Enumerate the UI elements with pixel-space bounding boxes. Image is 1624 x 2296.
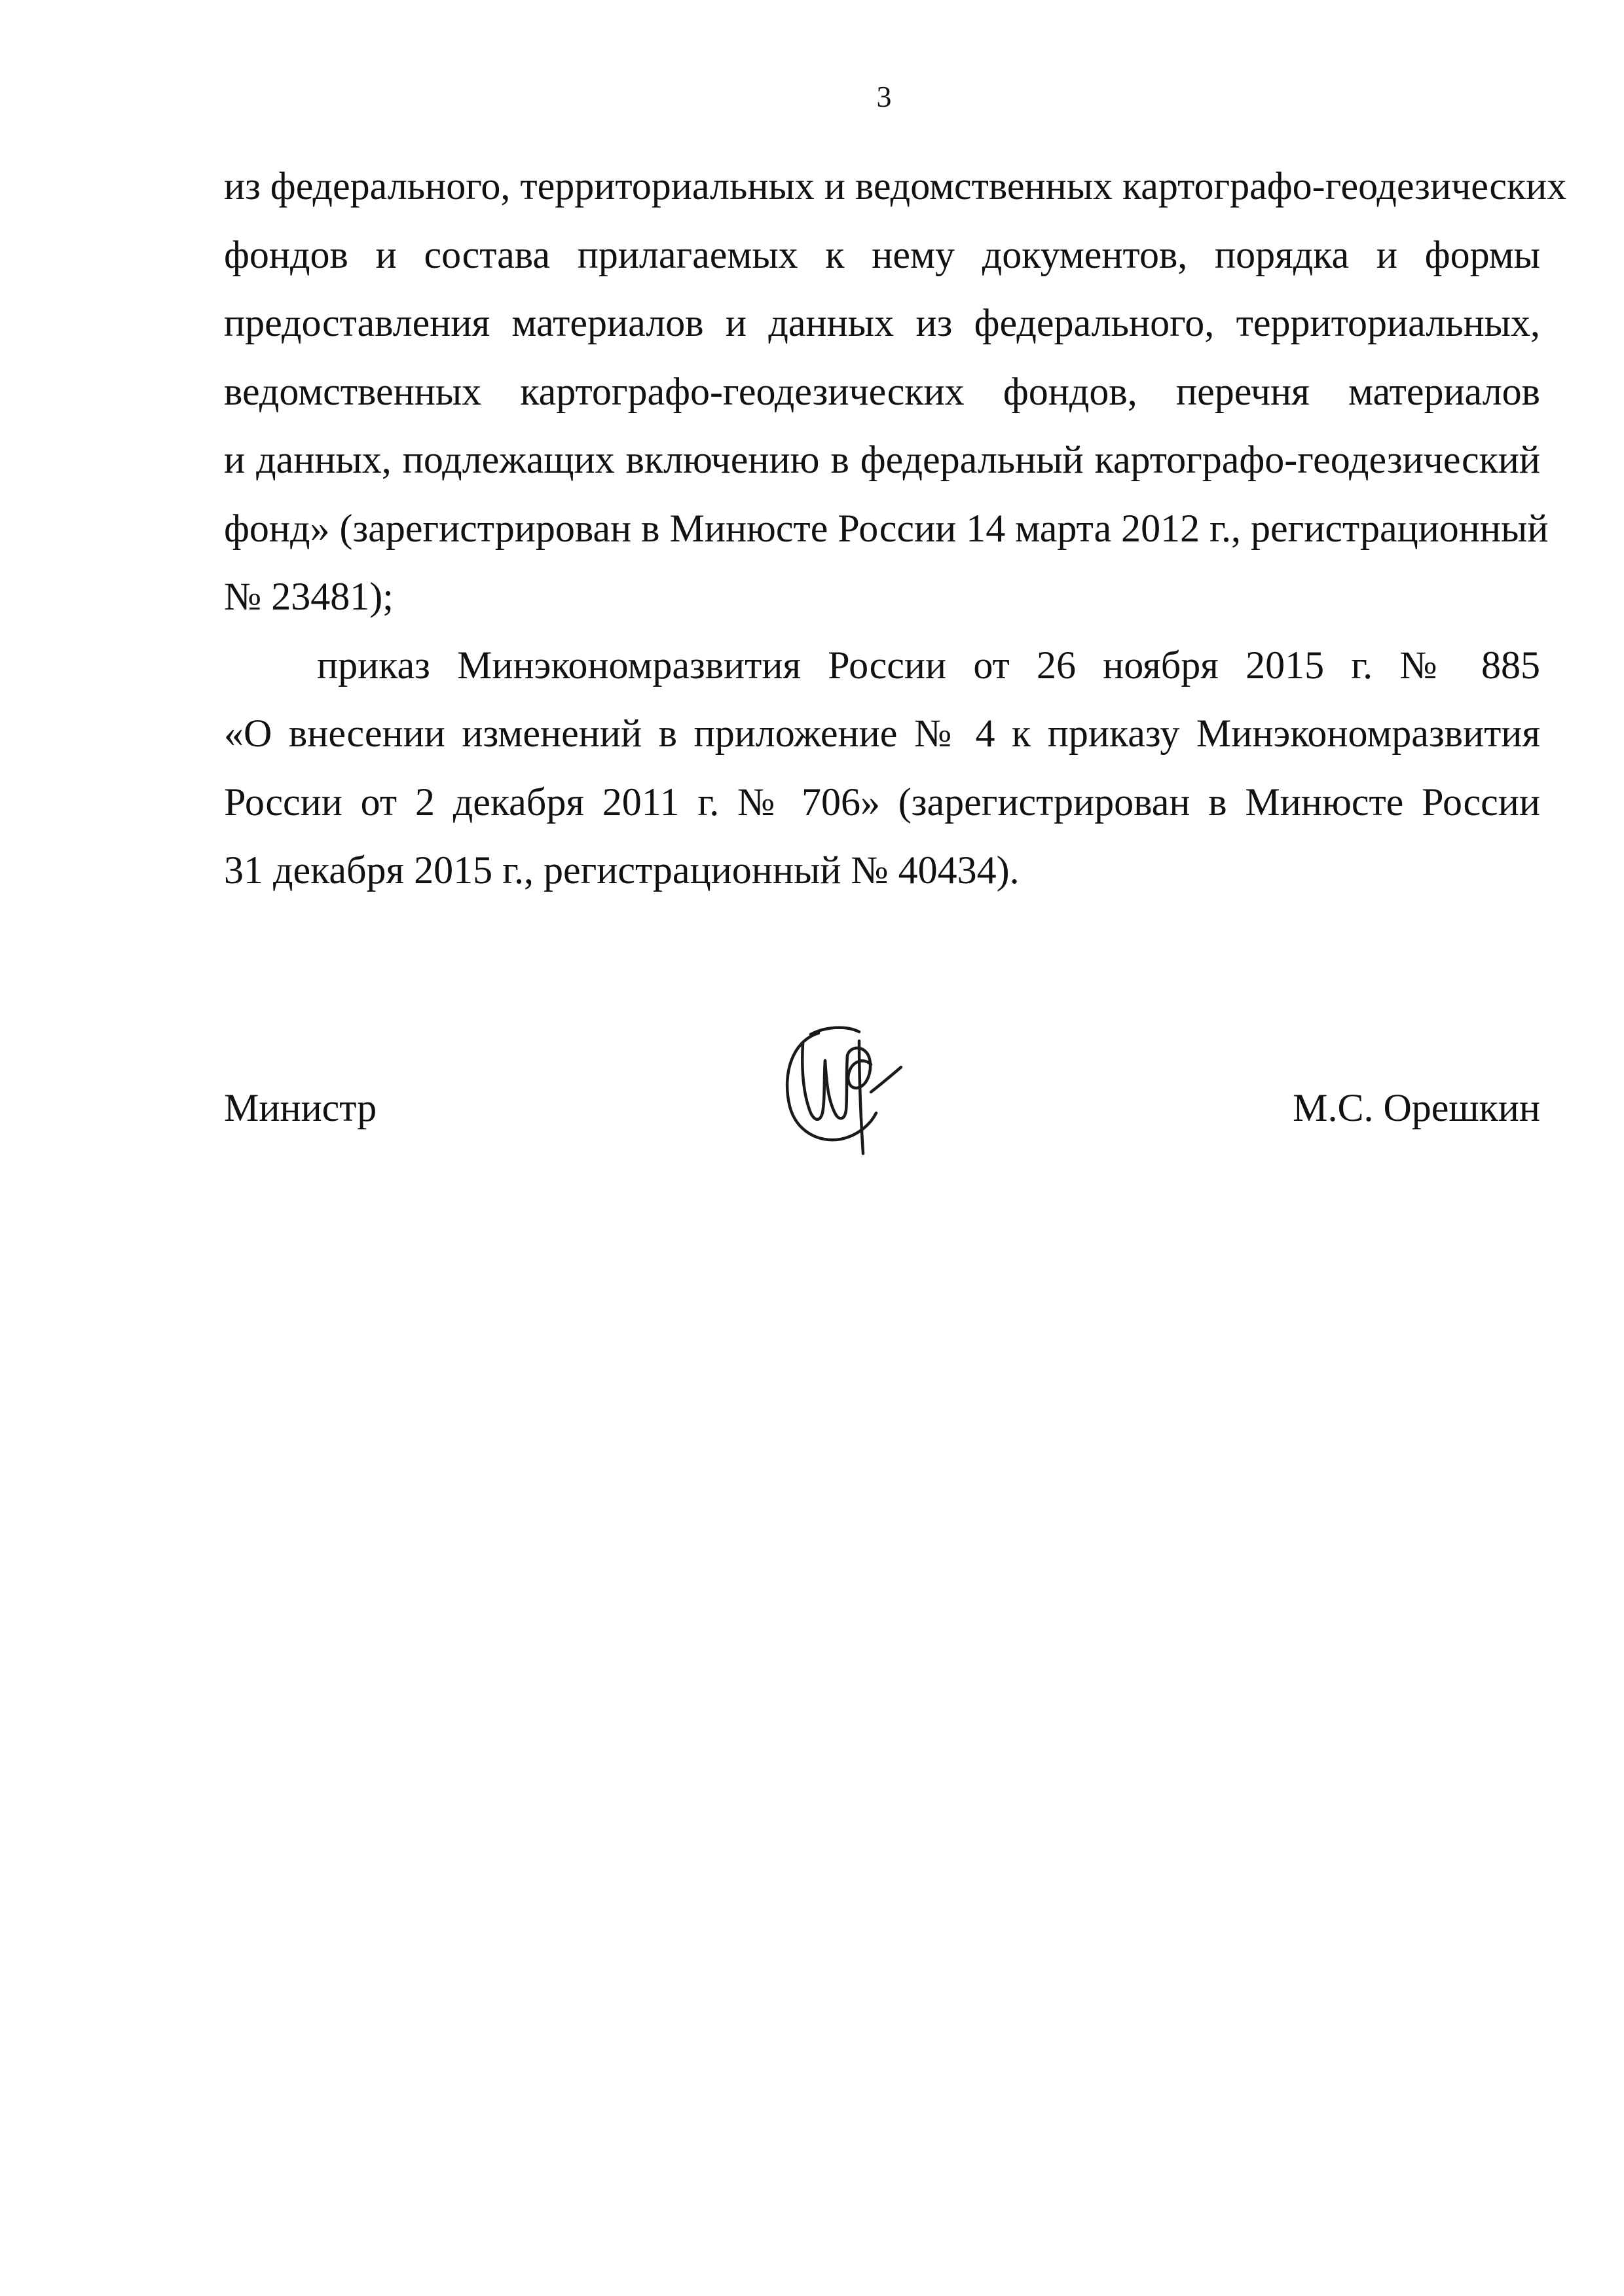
signatory-title: Министр [224, 1086, 377, 1129]
page-number: 3 [876, 80, 892, 113]
text-line: фондов и состава прилагаемых к нему документов, порядка и формы [224, 232, 1540, 276]
text-line: фонд» (зарегистрирован в Минюсте России 14 марта 2012 г., регистрационный [224, 506, 1549, 550]
text-line: «О внесении изменений в приложение № 4 к приказу Минэкономразвития [224, 712, 1540, 755]
text-line: предоставления материалов и данных из федерального, территориальных, [224, 301, 1540, 344]
text-line: и данных, подлежащих включению в федеральный картографо-геодезический [224, 438, 1540, 481]
paragraph-order-885 [224, 631, 1540, 905]
signature-block [224, 1074, 1540, 1165]
handwritten-signature [773, 1015, 904, 1159]
text-line: ведомственных картографо-геодезических фондов, перечня материалов [224, 369, 1540, 413]
text-line: из федерального, территориальных и ведомственных картографо-геодезических [224, 164, 1567, 208]
document-body [224, 152, 1567, 905]
text-line: № 23481); [224, 575, 394, 618]
text-line: приказ Минэкономразвития России от 26 ноября 2015 г. № 885 [317, 643, 1540, 687]
text-line: России от 2 декабря 2011 г. № 706» (зарегистрирован в Минюсте России [224, 780, 1540, 824]
signatory-name: М.С. Орешкин [1293, 1086, 1540, 1129]
paragraph-continuation [224, 152, 1567, 631]
text-line: 31 декабря 2015 г., регистрационный № 40434). [224, 848, 1020, 892]
